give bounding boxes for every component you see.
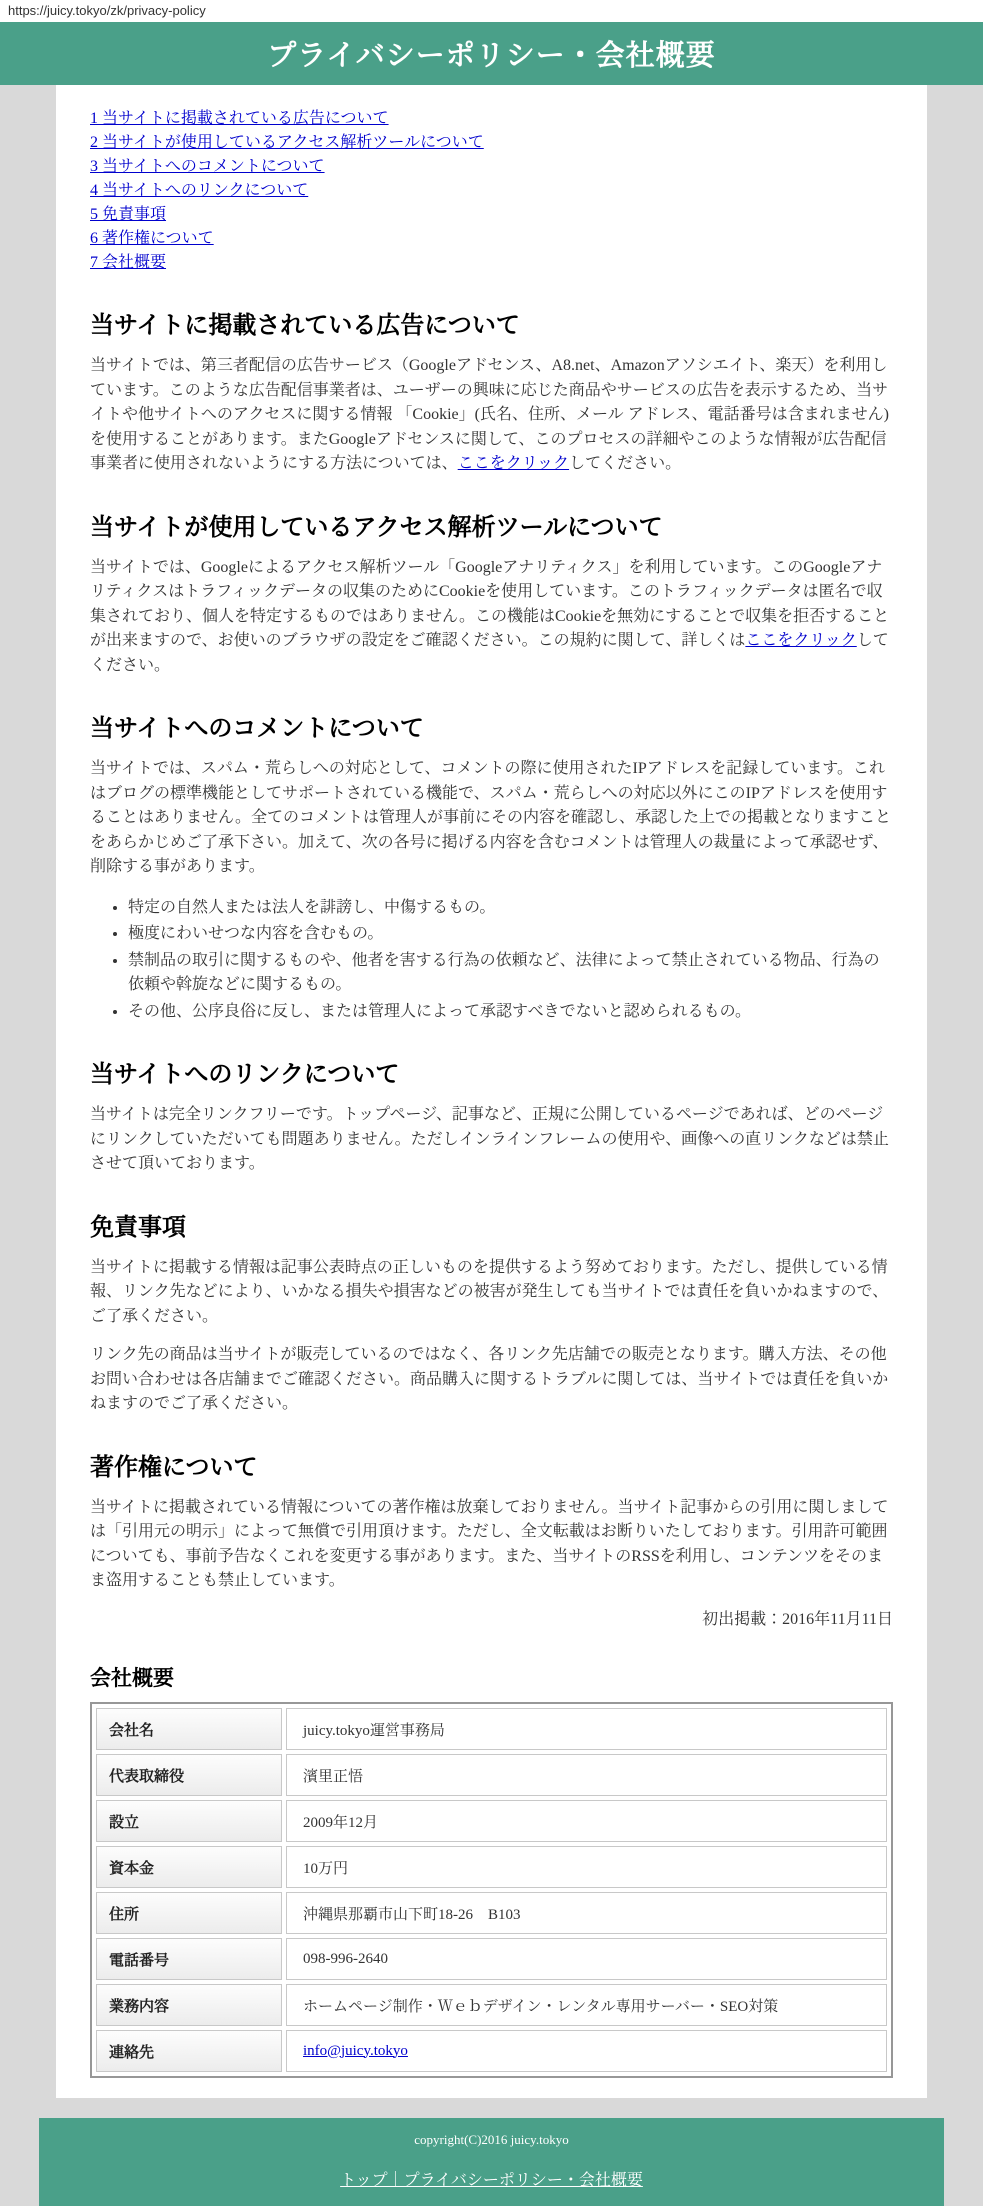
section-copyright	[90, 1447, 893, 1633]
row-value: 2009年12月	[286, 1800, 887, 1842]
footer-copyright: copyright(C)2016 juicy.tokyo	[414, 2132, 569, 2147]
toc-link-comments[interactable]: 3 当サイトへのコメントについて	[90, 158, 325, 175]
table-row	[96, 1754, 887, 1796]
row-label: 連絡先	[96, 2030, 282, 2072]
first-published-date: 初出掲載：2016年11月11日	[702, 1610, 893, 1628]
toc-item	[90, 107, 893, 131]
row-label: 電話番号	[96, 1938, 282, 1980]
section-analytics	[90, 507, 893, 679]
table-row	[96, 1708, 887, 1750]
main-container	[39, 85, 944, 2206]
row-label: 代表取締役	[96, 1754, 282, 1796]
row-value: ホームページ制作・Ｗｅｂデザイン・レンタル専用サーバー・SEO対策	[286, 1984, 887, 2026]
toc-link-ads[interactable]: 1 当サイトに掲載されている広告について	[90, 110, 389, 127]
section-links	[90, 1054, 893, 1177]
table-row	[96, 2030, 887, 2072]
body-text: 当サイトでは、Googleによるアクセス解析ツール「Googleアナリティクス」を利用しています。このGoogleアナリティクスはトラフィックデータの収集のためにCookieを使用しています。このトラフィックデータは匿名で収集されており、個人を特定するものではありません。この機能はCookieを無効にすることで収集を拒否することが出来ますので、お使いのブラウザの設定をご確認ください。この規約に関して、詳しくは	[90, 558, 890, 649]
row-label: 会社名	[96, 1708, 282, 1750]
section-disclaimer	[90, 1207, 893, 1417]
body-text: してください。	[569, 455, 682, 472]
section-copyright-heading: 著作権について	[90, 1453, 258, 1481]
row-value: 098-996-2640	[286, 1938, 887, 1980]
toc-item	[90, 179, 893, 203]
toc-link-links[interactable]: 4 当サイトへのリンクについて	[90, 182, 309, 199]
body-text: してください。	[90, 632, 889, 674]
section-comments-heading: 当サイトへのコメントについて	[90, 715, 424, 742]
section-copyright-body: 当サイトに掲載されている情報についての著作権は放棄しておりません。当サイト記事からの引用に関しましては「引用元の明示」によって無償で引用頂けます。ただし、全文転載はお断りいたしております。引用許可範囲についても、事前予告なくこれを変更する事があります。また、当サイトのRSSを利用し、コンテンツをそのまま盗用することも禁止しています。	[90, 1498, 889, 1589]
toc-item	[90, 131, 893, 155]
toc-item	[90, 203, 893, 227]
list-item: • その他、公序良俗に反し、または管理人によって承認すべきでないと認められるもの。	[128, 1000, 893, 1025]
section-links-heading: 当サイトへのリンクについて	[90, 1061, 400, 1088]
list-item: • 禁制品の取引に関するものや、他者を害する行為の依頼など、法律によって禁止されている物品、行為の依頼や斡旋などに関するもの。	[128, 949, 893, 998]
toc-link-company[interactable]: 7 会社概要	[90, 254, 167, 271]
section-comments	[90, 708, 893, 1024]
section-analytics-body	[90, 556, 893, 679]
section-company	[90, 1662, 893, 2078]
toc-link-disclaimer[interactable]: 5 免責事項	[90, 206, 167, 223]
table-row	[96, 1892, 887, 1934]
click-here-link-analytics[interactable]: ここをクリック	[745, 632, 857, 649]
row-value: juicy.tokyo運営事務局	[286, 1708, 887, 1750]
toc-link-analytics[interactable]: 2 当サイトが使用しているアクセス解析ツールについて	[90, 134, 484, 151]
section-ads-body	[90, 354, 893, 477]
section-links-body: 当サイトは完全リンクフリーです。トップページ、記事など、正規に公開しているページであれば、どのページにリンクしていただいても問題ありません。ただしインラインフレームの使用や、画像への直リンクなどは禁止させて頂いております。	[90, 1106, 889, 1172]
page-title: プライバシーポリシー・会社概要	[267, 40, 716, 72]
content-panel	[56, 85, 927, 2098]
section-analytics-heading: 当サイトが使用しているアクセス解析ツールについて	[90, 513, 663, 541]
row-label: 住所	[96, 1892, 282, 1934]
page-header	[0, 22, 983, 85]
contact-email-link[interactable]: info@juicy.tokyo	[303, 2042, 408, 2059]
row-label: 資本金	[96, 1846, 282, 1888]
click-here-link-ads[interactable]: ここをクリック	[457, 455, 570, 472]
table-row	[96, 1800, 887, 1842]
section-ads-heading: 当サイトに掲載されている広告について	[90, 312, 520, 339]
section-disclaimer-body-2: リンク先の商品は当サイトが販売しているのではなく、各リンク先店舗での販売となります。購入方法、その他お問い合わせは各店舗までご確認ください。商品購入に関するトラブルに関しては、当サイトでは責任を負いかねますのでご了承ください。	[90, 1346, 889, 1412]
row-value: 10万円	[286, 1846, 887, 1888]
footer-nav	[39, 2167, 944, 2190]
section-disclaimer-heading: 免責事項	[90, 1213, 186, 1241]
footer-nav-link[interactable]: トップ｜プライバシーポリシー・会社概要	[340, 2172, 643, 2189]
table-row	[96, 1984, 887, 2026]
section-comments-body: 当サイトでは、スパム・荒らしへの対応として、コメントの際に使用されたIPアドレスを記録しています。これはブログの標準機能としてサポートされている機能で、スパム・荒らしへの対応以外にこのIPアドレスを使用することはありません。全てのコメントは管理人が事前にその内容を確認し、承認した上での掲載となりますことをあらかじめご了承下さい。加えて、次の各号に掲げる内容を含むコメントは管理人の裁量によって承認せず、削除する事があります。	[90, 760, 891, 875]
row-value: 沖縄県那覇市山下町18-26 B103	[286, 1892, 887, 1934]
row-label: 業務内容	[96, 1984, 282, 2026]
page-footer	[39, 2118, 944, 2206]
section-disclaimer-body-1: 当サイトに掲載する情報は記事公表時点の正しいものを提供するよう努めております。ただし、提供している情報、リンク先などにより、いかなる損失や損害などの被害が発生しても当サイトでは責任を負いかねますので、ご了承ください。	[90, 1258, 889, 1325]
company-heading: 会社概要	[90, 1667, 174, 1690]
row-value	[286, 2030, 887, 2072]
section-ads	[90, 305, 893, 477]
list-item: • 極度にわいせつな内容を含むもの。	[128, 922, 893, 947]
table-row	[96, 1938, 887, 1980]
comment-rules-list	[90, 896, 893, 1025]
row-label: 設立	[96, 1800, 282, 1842]
row-value: 濱里正悟	[286, 1754, 887, 1796]
body-text: 当サイトでは、第三者配信の広告サービス（Googleアドセンス、A8.net、Amazonアソシエイト、楽天）を利用しています。このような広告配信事業者は、ユーザーの興味に応じた商品やサービスの広告を表示するため、当サイトや他サイトへのアクセスに関する情報 「Cookie」(氏名、住所、メール アドレス、電話番号は含まれません) を使用することがあります。またGoogleアドセンスに関して、このプロセスの詳細やこのような情報が広告配信事業者に使用されないようにする方法については、	[90, 357, 889, 472]
company-info-table	[90, 1702, 893, 2078]
table-of-contents	[90, 107, 893, 275]
address-bar[interactable]: https://juicy.tokyo/zk/privacy-policy	[0, 0, 983, 22]
toc-link-copyright[interactable]: 6 著作権について	[90, 230, 214, 247]
toc-item	[90, 251, 893, 275]
toc-item	[90, 227, 893, 251]
list-item: • 特定の自然人または法人を誹謗し、中傷するもの。	[128, 896, 893, 921]
table-row	[96, 1846, 887, 1888]
toc-item	[90, 155, 893, 179]
